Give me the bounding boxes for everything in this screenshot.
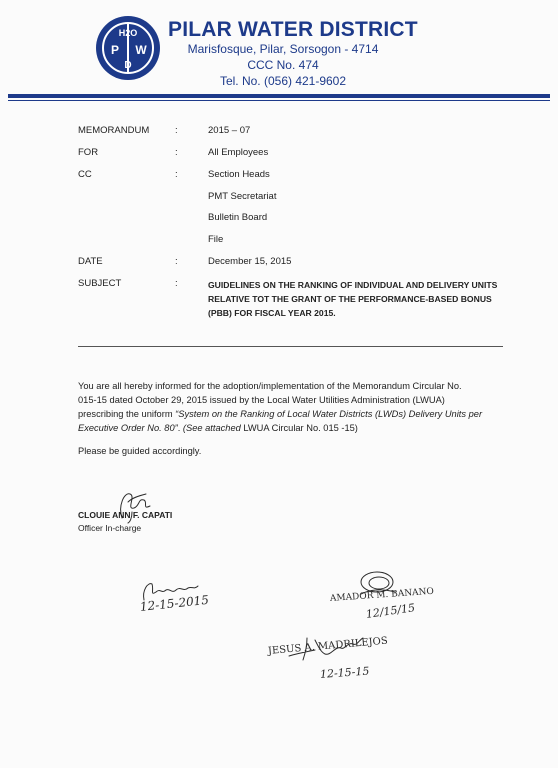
ccc-number: CCC No. 474 [247,58,319,72]
subject-text [208,278,508,320]
logo-text: H2O [118,28,138,38]
pilar-water-district-logo [94,14,162,82]
organization-name: PILAR WATER DISTRICT [168,18,418,41]
subject-colon: : [175,278,178,289]
handwritten-date-left: 12-15-2015 [139,592,210,614]
body-italic-text: Executive Order No. 80” [78,423,178,433]
header-rule-thick [8,94,550,98]
for-colon: : [175,147,178,158]
body-text: prescribing the uniform [78,409,176,419]
handwritten-name-banano: AMADOR M. BANANO [329,586,435,604]
body-divider [78,346,503,347]
subject-line: RELATIVE TOT THE GRANT OF THE PERFORMANCE-BASED BONUS [208,294,492,304]
subject-line: (PBB) FOR FISCAL YEAR 2015. [208,308,336,318]
for-label: FOR [78,147,99,158]
for-value: All Employees [208,147,269,158]
memorandum-label: MEMORANDUM [78,125,150,136]
cc-value-pmt-secretariat: PMT Secretariat [208,191,277,202]
date-label: DATE [78,256,103,267]
header-rule-thin [8,100,550,101]
cc-value-bulletin-board: Bulletin Board [208,212,268,223]
logo-letter-w: W [135,43,147,57]
body-text: . [177,423,183,433]
subject-label: SUBJECT [78,278,122,289]
subject-line: GUIDELINES ON THE RANKING OF INDIVIDUAL AND DELIVERY UNITS [208,280,498,290]
organization-address: Marisfosque, Pilar, Sorsogon - 4714 [187,42,379,56]
cc-label: CC [78,169,92,180]
logo-letter-d: D [124,60,132,71]
handwritten-name-madrilejos: JESUS A. MADRILEJOS [267,635,389,657]
date-colon: : [175,256,178,267]
closing-line: Please be guided accordingly. [78,446,202,456]
date-value: December 15, 2015 [208,256,292,267]
signatory-title: Officer In-charge [78,523,142,533]
body-italic-text: (See attached [182,423,241,433]
cc-colon: : [175,169,178,180]
memorandum-number: 2015 – 07 [208,125,251,136]
body-text: LWUA Circular No. 015 -15) [240,423,358,433]
cc-value-file: File [208,234,224,245]
body-line: You are all hereby informed for the adoption/implementation of the Memorandum Circular No. [78,381,462,391]
cc-value-section-heads: Section Heads [208,169,270,180]
body-line: 015-15 dated October 29, 2015 issued by the Local Water Utilities Administration (LWUA) [78,395,445,405]
logo-letter-p: P [110,43,120,57]
body-line [78,423,358,433]
telephone-number: Tel. No. (056) 421-9602 [219,74,347,88]
body-line [78,409,482,419]
body-italic-text: “System on the Ranking of Local Water Districts (LWDs) Delivery Units per [175,409,483,419]
handwritten-date-banano: 12/15/15 [365,601,416,621]
memorandum-colon: : [175,125,178,136]
signatory-name: CLOUIE ANN F. CAPATI [78,510,173,520]
handwritten-date-madrilejos: 12-15-15 [319,664,370,681]
